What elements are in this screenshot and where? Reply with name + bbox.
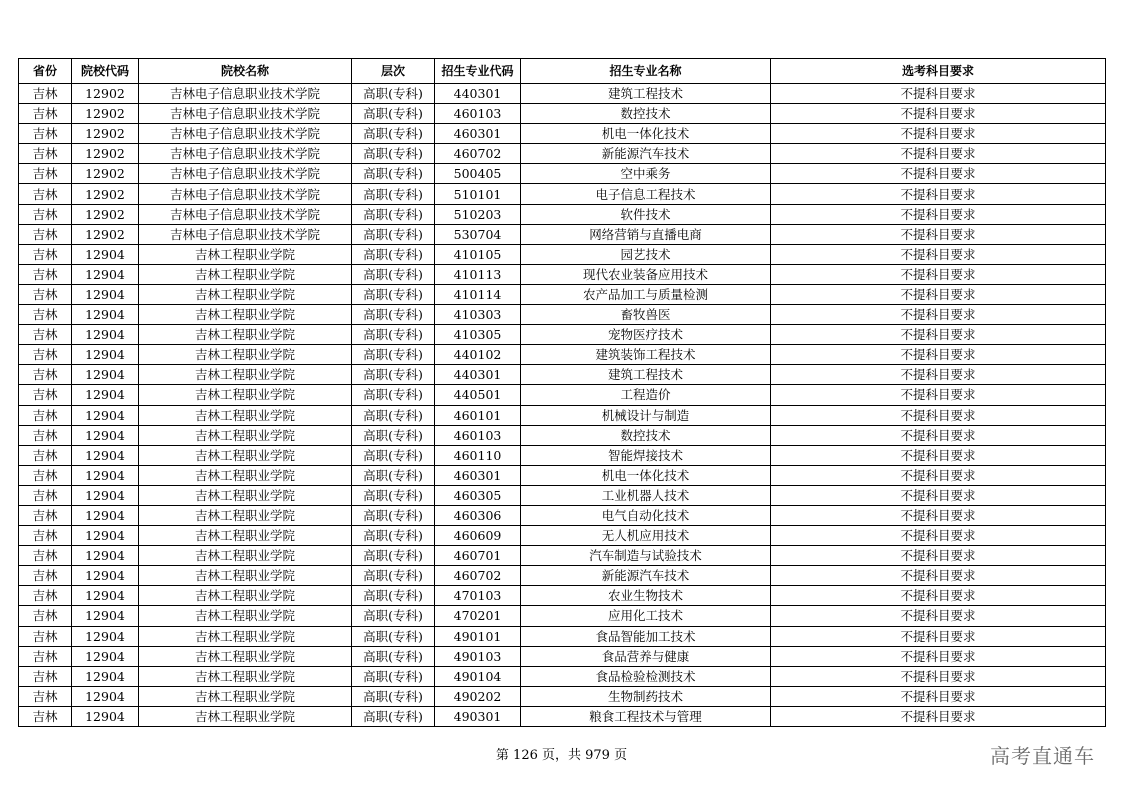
table-row [19,84,1106,104]
cell-province: 吉林 [19,264,72,284]
cell-level: 高职(专科) [352,325,435,345]
cell-major-code: 530704 [435,224,521,244]
cell-subject-requirement: 不提科目要求 [771,345,1106,365]
cell-subject-requirement: 不提科目要求 [771,485,1106,505]
cell-province: 吉林 [19,365,72,385]
header-province: 省份 [19,59,72,84]
cell-school-name: 吉林工程职业学院 [139,244,352,264]
cell-level: 高职(专科) [352,706,435,726]
cell-province: 吉林 [19,626,72,646]
cell-subject-requirement: 不提科目要求 [771,264,1106,284]
table-row [19,566,1106,586]
header-major-code: 招生专业代码 [435,59,521,84]
cell-school-name: 吉林工程职业学院 [139,305,352,325]
cell-subject-requirement: 不提科目要求 [771,305,1106,325]
cell-province: 吉林 [19,325,72,345]
cell-province: 吉林 [19,405,72,425]
cell-level: 高职(专科) [352,144,435,164]
cell-school-name: 吉林工程职业学院 [139,425,352,445]
cell-major-name: 生物制药技术 [521,686,771,706]
cell-school-name: 吉林电子信息职业技术学院 [139,144,352,164]
cell-major-name: 空中乘务 [521,164,771,184]
cell-province: 吉林 [19,144,72,164]
cell-school-code: 12902 [72,204,139,224]
table-row [19,164,1106,184]
cell-province: 吉林 [19,566,72,586]
table-row [19,505,1106,525]
table-row [19,305,1106,325]
cell-major-code: 460301 [435,465,521,485]
cell-school-name: 吉林工程职业学院 [139,505,352,525]
cell-province: 吉林 [19,184,72,204]
cell-major-name: 机电一体化技术 [521,124,771,144]
table-row [19,224,1106,244]
cell-major-name: 畜牧兽医 [521,305,771,325]
cell-school-code: 12902 [72,124,139,144]
cell-province: 吉林 [19,586,72,606]
cell-province: 吉林 [19,244,72,264]
cell-major-name: 汽车制造与试验技术 [521,546,771,566]
cell-major-code: 410114 [435,284,521,304]
cell-school-name: 吉林电子信息职业技术学院 [139,104,352,124]
cell-school-name: 吉林电子信息职业技术学院 [139,124,352,144]
cell-level: 高职(专科) [352,124,435,144]
cell-subject-requirement: 不提科目要求 [771,84,1106,104]
cell-school-name: 吉林工程职业学院 [139,465,352,485]
table-row [19,586,1106,606]
cell-school-name: 吉林工程职业学院 [139,566,352,586]
cell-major-name: 机械设计与制造 [521,405,771,425]
cell-level: 高职(专科) [352,485,435,505]
table-row [19,204,1106,224]
cell-major-name: 建筑装饰工程技术 [521,345,771,365]
cell-school-name: 吉林电子信息职业技术学院 [139,204,352,224]
header-major-name: 招生专业名称 [521,59,771,84]
cell-level: 高职(专科) [352,305,435,325]
cell-level: 高职(专科) [352,566,435,586]
cell-level: 高职(专科) [352,425,435,445]
table-row [19,485,1106,505]
cell-major-code: 460609 [435,526,521,546]
cell-major-name: 工业机器人技术 [521,485,771,505]
cell-major-code: 460305 [435,485,521,505]
cell-school-code: 12904 [72,385,139,405]
cell-school-code: 12902 [72,164,139,184]
cell-level: 高职(专科) [352,526,435,546]
cell-major-name: 食品智能加工技术 [521,626,771,646]
header-school-code: 院校代码 [72,59,139,84]
cell-school-name: 吉林工程职业学院 [139,405,352,425]
table-row [19,345,1106,365]
cell-province: 吉林 [19,606,72,626]
cell-school-name: 吉林电子信息职业技术学院 [139,184,352,204]
cell-level: 高职(专科) [352,164,435,184]
table-row [19,626,1106,646]
cell-subject-requirement: 不提科目要求 [771,325,1106,345]
cell-school-name: 吉林工程职业学院 [139,606,352,626]
cell-major-name: 食品检验检测技术 [521,666,771,686]
cell-major-name: 建筑工程技术 [521,84,771,104]
cell-province: 吉林 [19,104,72,124]
cell-school-code: 12904 [72,345,139,365]
cell-province: 吉林 [19,164,72,184]
cell-major-code: 440501 [435,385,521,405]
table-row [19,365,1106,385]
cell-major-code: 510101 [435,184,521,204]
cell-major-name: 建筑工程技术 [521,365,771,385]
cell-major-code: 410305 [435,325,521,345]
cell-level: 高职(专科) [352,224,435,244]
cell-major-code: 490301 [435,706,521,726]
cell-school-name: 吉林工程职业学院 [139,546,352,566]
cell-major-code: 460301 [435,124,521,144]
cell-school-code: 12904 [72,445,139,465]
table-row [19,244,1106,264]
cell-province: 吉林 [19,204,72,224]
cell-level: 高职(专科) [352,546,435,566]
cell-school-name: 吉林工程职业学院 [139,666,352,686]
cell-major-name: 机电一体化技术 [521,465,771,485]
cell-major-code: 460702 [435,144,521,164]
cell-major-code: 510203 [435,204,521,224]
cell-subject-requirement: 不提科目要求 [771,405,1106,425]
cell-subject-requirement: 不提科目要求 [771,706,1106,726]
cell-subject-requirement: 不提科目要求 [771,666,1106,686]
header-subject-requirement: 选考科目要求 [771,59,1106,84]
cell-major-name: 数控技术 [521,425,771,445]
cell-province: 吉林 [19,646,72,666]
cell-level: 高职(专科) [352,84,435,104]
cell-subject-requirement: 不提科目要求 [771,566,1106,586]
cell-major-code: 500405 [435,164,521,184]
table-body [19,84,1106,727]
cell-major-name: 无人机应用技术 [521,526,771,546]
cell-major-code: 460101 [435,405,521,425]
cell-school-name: 吉林工程职业学院 [139,586,352,606]
cell-subject-requirement: 不提科目要求 [771,445,1106,465]
cell-major-code: 410105 [435,244,521,264]
cell-subject-requirement: 不提科目要求 [771,244,1106,264]
cell-province: 吉林 [19,124,72,144]
table-row [19,646,1106,666]
cell-school-code: 12902 [72,104,139,124]
cell-province: 吉林 [19,526,72,546]
cell-school-name: 吉林电子信息职业技术学院 [139,84,352,104]
header-row [19,59,1106,84]
cell-province: 吉林 [19,84,72,104]
cell-level: 高职(专科) [352,264,435,284]
table-row [19,385,1106,405]
cell-major-code: 440301 [435,365,521,385]
cell-school-code: 12904 [72,606,139,626]
cell-subject-requirement: 不提科目要求 [771,526,1106,546]
admission-table [18,58,1106,727]
cell-subject-requirement: 不提科目要求 [771,546,1106,566]
table-row [19,526,1106,546]
cell-school-code: 12904 [72,546,139,566]
cell-major-name: 应用化工技术 [521,606,771,626]
cell-major-name: 粮食工程技术与管理 [521,706,771,726]
cell-school-code: 12904 [72,526,139,546]
cell-major-code: 460702 [435,566,521,586]
cell-province: 吉林 [19,305,72,325]
cell-subject-requirement: 不提科目要求 [771,164,1106,184]
cell-major-code: 460701 [435,546,521,566]
cell-major-code: 460103 [435,104,521,124]
cell-school-code: 12904 [72,666,139,686]
cell-major-code: 460103 [435,425,521,445]
table-row [19,445,1106,465]
cell-subject-requirement: 不提科目要求 [771,144,1106,164]
cell-major-name: 电子信息工程技术 [521,184,771,204]
cell-level: 高职(专科) [352,405,435,425]
table-row [19,465,1106,485]
cell-school-code: 12904 [72,305,139,325]
cell-major-code: 440102 [435,345,521,365]
cell-school-code: 12904 [72,405,139,425]
cell-school-name: 吉林工程职业学院 [139,445,352,465]
cell-school-name: 吉林工程职业学院 [139,706,352,726]
cell-school-name: 吉林工程职业学院 [139,686,352,706]
cell-school-code: 12904 [72,505,139,525]
cell-school-name: 吉林工程职业学院 [139,626,352,646]
cell-level: 高职(专科) [352,385,435,405]
cell-subject-requirement: 不提科目要求 [771,365,1106,385]
cell-level: 高职(专科) [352,686,435,706]
cell-major-name: 园艺技术 [521,244,771,264]
cell-major-code: 470201 [435,606,521,626]
cell-subject-requirement: 不提科目要求 [771,465,1106,485]
cell-school-code: 12904 [72,365,139,385]
cell-level: 高职(专科) [352,204,435,224]
cell-subject-requirement: 不提科目要求 [771,224,1106,244]
cell-school-name: 吉林工程职业学院 [139,526,352,546]
cell-major-code: 440301 [435,84,521,104]
table-row [19,546,1106,566]
cell-major-code: 460306 [435,505,521,525]
cell-major-name: 新能源汽车技术 [521,566,771,586]
cell-major-name: 新能源汽车技术 [521,144,771,164]
page-number: 第 126 页，共 979 页 [495,748,628,763]
table-row [19,706,1106,726]
cell-school-name: 吉林工程职业学院 [139,345,352,365]
cell-major-code: 490101 [435,626,521,646]
cell-school-code: 12904 [72,686,139,706]
cell-major-name: 智能焊接技术 [521,445,771,465]
header-school-name: 院校名称 [139,59,352,84]
cell-level: 高职(专科) [352,586,435,606]
table-header [19,59,1106,84]
table-row [19,284,1106,304]
cell-major-code: 470103 [435,586,521,606]
cell-school-code: 12904 [72,485,139,505]
cell-subject-requirement: 不提科目要求 [771,104,1106,124]
cell-school-name: 吉林工程职业学院 [139,646,352,666]
table-row [19,144,1106,164]
cell-school-code: 12902 [72,144,139,164]
cell-subject-requirement: 不提科目要求 [771,385,1106,405]
cell-subject-requirement: 不提科目要求 [771,124,1106,144]
cell-major-name: 电气自动化技术 [521,505,771,525]
cell-province: 吉林 [19,345,72,365]
cell-subject-requirement: 不提科目要求 [771,184,1106,204]
cell-school-code: 12902 [72,184,139,204]
cell-province: 吉林 [19,485,72,505]
cell-subject-requirement: 不提科目要求 [771,626,1106,646]
cell-level: 高职(专科) [352,284,435,304]
cell-level: 高职(专科) [352,345,435,365]
cell-level: 高职(专科) [352,626,435,646]
cell-level: 高职(专科) [352,666,435,686]
cell-major-name: 数控技术 [521,104,771,124]
table-row [19,686,1106,706]
cell-subject-requirement: 不提科目要求 [771,686,1106,706]
cell-subject-requirement: 不提科目要求 [771,204,1106,224]
cell-major-code: 490103 [435,646,521,666]
cell-province: 吉林 [19,686,72,706]
cell-school-code: 12904 [72,325,139,345]
cell-subject-requirement: 不提科目要求 [771,505,1106,525]
cell-school-name: 吉林电子信息职业技术学院 [139,164,352,184]
cell-level: 高职(专科) [352,104,435,124]
cell-school-name: 吉林工程职业学院 [139,485,352,505]
cell-school-code: 12904 [72,244,139,264]
cell-major-name: 宠物医疗技术 [521,325,771,345]
table-row [19,666,1106,686]
cell-major-code: 410303 [435,305,521,325]
cell-school-name: 吉林工程职业学院 [139,365,352,385]
cell-subject-requirement: 不提科目要求 [771,646,1106,666]
cell-school-name: 吉林工程职业学院 [139,264,352,284]
table-row [19,425,1106,445]
cell-subject-requirement: 不提科目要求 [771,425,1106,445]
cell-level: 高职(专科) [352,505,435,525]
cell-level: 高职(专科) [352,445,435,465]
cell-school-code: 12904 [72,706,139,726]
cell-school-code: 12904 [72,425,139,445]
cell-major-name: 农业生物技术 [521,586,771,606]
cell-school-name: 吉林电子信息职业技术学院 [139,224,352,244]
cell-level: 高职(专科) [352,184,435,204]
cell-province: 吉林 [19,505,72,525]
cell-major-name: 现代农业装备应用技术 [521,264,771,284]
cell-major-name: 软件技术 [521,204,771,224]
cell-province: 吉林 [19,706,72,726]
table-row [19,264,1106,284]
cell-school-code: 12904 [72,586,139,606]
cell-province: 吉林 [19,385,72,405]
cell-school-code: 12904 [72,264,139,284]
cell-subject-requirement: 不提科目要求 [771,586,1106,606]
watermark-logo: 高考直通车 [990,744,1095,768]
cell-school-name: 吉林工程职业学院 [139,325,352,345]
header-level: 层次 [352,59,435,84]
cell-major-code: 410113 [435,264,521,284]
cell-level: 高职(专科) [352,244,435,264]
cell-school-code: 12904 [72,646,139,666]
cell-subject-requirement: 不提科目要求 [771,284,1106,304]
table-row [19,124,1106,144]
cell-school-code: 12902 [72,84,139,104]
cell-province: 吉林 [19,546,72,566]
cell-subject-requirement: 不提科目要求 [771,606,1106,626]
cell-school-code: 12904 [72,465,139,485]
cell-province: 吉林 [19,445,72,465]
cell-province: 吉林 [19,465,72,485]
cell-province: 吉林 [19,284,72,304]
cell-province: 吉林 [19,666,72,686]
cell-school-name: 吉林工程职业学院 [139,385,352,405]
cell-major-name: 工程造价 [521,385,771,405]
cell-major-code: 490104 [435,666,521,686]
cell-school-code: 12904 [72,284,139,304]
cell-school-code: 12902 [72,224,139,244]
table-row [19,104,1106,124]
cell-major-name: 网络营销与直播电商 [521,224,771,244]
table-row [19,184,1106,204]
cell-major-code: 460110 [435,445,521,465]
cell-province: 吉林 [19,224,72,244]
cell-level: 高职(专科) [352,646,435,666]
cell-school-code: 12904 [72,566,139,586]
table-row [19,325,1106,345]
table-row [19,405,1106,425]
cell-level: 高职(专科) [352,606,435,626]
cell-level: 高职(专科) [352,465,435,485]
cell-province: 吉林 [19,425,72,445]
cell-major-name: 农产品加工与质量检测 [521,284,771,304]
cell-school-name: 吉林工程职业学院 [139,284,352,304]
cell-major-code: 490202 [435,686,521,706]
cell-school-code: 12904 [72,626,139,646]
cell-level: 高职(专科) [352,365,435,385]
table-row [19,606,1106,626]
cell-major-name: 食品营养与健康 [521,646,771,666]
